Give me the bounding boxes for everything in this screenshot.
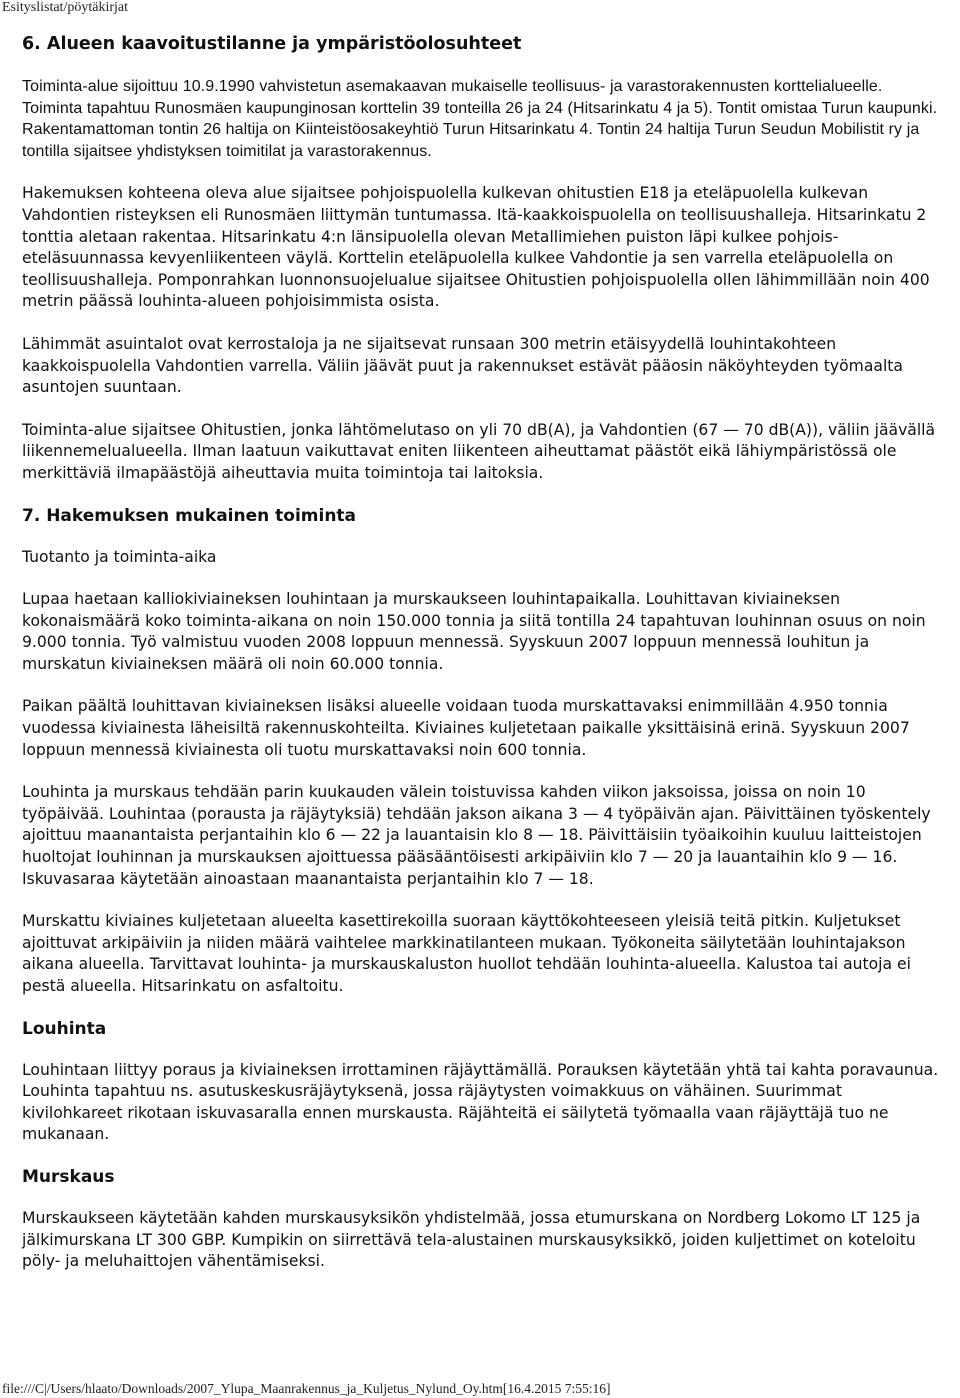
murskaus-heading: Murskaus xyxy=(22,1166,115,1187)
section-6-paragraph-4: Toiminta-alue sijaitsee Ohitustien, jonka lähtömelutaso on yli 70 dB(A), ja Vahdontien (67 — 70 dB(A)), väliin jäävällä liikennemelualueella. Ilman laatuun vaikuttavat eniten liikenteen aiheuttamat päästöt eikä lähiympäristössä ole merkittäviä ilmapäästöjä aiheuttavia muita toimintoja tai laitoksia. xyxy=(22,420,936,482)
section-6-paragraph-2: Hakemuksen kohteena oleva alue sijaitsee pohjoispuolella kulkevan ohitustien E18 ja eteläpuolella kulkevan Vahdontien risteyksen eli Runosmäen liittymän tuntumassa. Itä-kaakkoispuolella on teollisuushalleja. Hitsarinkatu 2 tonttia aletaan rakentaa. Hitsarinkatu 4:n länsipuolella olevan Metallimiehen puiston läpi kulkee pohjois-eteläsuunnassa kevyenliikenteen väylä. Korttelin eteläpuolella kulkee Vahdontie ja sen varrella eteläpuolella on teollisuushalleja. Pomponrahkan luonnonsuojelualue sijaitsee Ohitustien pohjoispuolella ollen lähimmillään noin 400 metrin päässä louhinta-alueen pohjoisimmista osista. xyxy=(22,184,930,311)
page-footer-path: file:///C|/Users/hlaato/Downloads/2007_Ylupa_Maanrakennus_ja_Kuljetus_Nylund_Oy.htm[16.4.2015 7:55:16] xyxy=(2,1381,611,1396)
section-7-subheading: Tuotanto ja toiminta-aika xyxy=(22,547,217,566)
section-7-paragraph-1: Lupaa haetaan kalliokiviaineksen louhintaan ja murskaukseen louhintapaikalla. Louhittavan kiviaineksen kokonaismäärä koko toiminta-aikana on noin 150.000 tonnia ja siitä tontilla 24 tapahtuvan louhinnan osuus on noin 9.000 tonnia. Työ valmistuu vuoden 2008 loppuun mennessä. Syyskuun 2007 loppuun mennessä louhitun ja murskatun kiviaineksen määrä oli noin 60.000 tonnia. xyxy=(22,590,926,673)
murskaus-paragraph: Murskaukseen käytetään kahden murskausyksikön yhdistelmää, jossa etumurskana on Nordberg Lokomo LT 125 ja jälkimurskana LT 300 GBP. Kumpikin on siirrettävä tela-alustainen murskausyksikkö, joiden kuljettimet on koteloitu pöly- ja meluhaittojen vähentämiseksi. xyxy=(22,1208,921,1271)
section-7-heading: 7. Hakemuksen mukainen toiminta xyxy=(22,505,357,526)
document-body xyxy=(22,34,944,1294)
section-7-paragraph-4: Murskattu kiviaines kuljetetaan alueelta kasettirekoilla suoraan käyttökohteeseen yleisiä teitä pitkin. Kuljetukset ajoittuvat arkipäiviin ja niiden määrä vaihtelee markkinatilanteen mukaan. Työkoneita säilytetään louhintajakson aikana alueella. Tarvittavat louhinta- ja murskauskaluston huollot tehdään louhinta-alueella. Kalustoa tai autoja ei pestä alueella. Hitsarinkatu on asfaltoitu. xyxy=(22,912,911,995)
louhinta-paragraph: Louhintaan liittyy poraus ja kiviaineksen irrottaminen räjäyttämällä. Porauksen käytetään yhtä tai kahta poravaunua. Louhinta tapahtuu ns. asutuskeskusräjäytyksenä, jossa räjäytysten voimakkuus on vähäinen. Suurimmat kivilohkareet rikotaan iskuvasaralla ennen murskausta. Räjähteitä ei säilytetä työmaalla vaan räjäyttäjä tuo ne mukanaan. xyxy=(22,1060,939,1144)
section-6-paragraph-3: Lähimmät asuintalot ovat kerrostaloja ja ne sijaitsevat runsaan 300 metrin etäisyydellä louhintakohteen kaakkoispuolella Vahdontien varrella. Väliin jäävät puut ja rakennukset estävät pääosin näköyhteyden työmaalta asuntojen suuntaan. xyxy=(22,334,903,397)
section-7-paragraph-2: Paikan päältä louhittavan kiviaineksen lisäksi alueelle voidaan tuoda murskattavaksi enimmillään 4.950 tonnia vuodessa kiviainesta läheisiltä rakennuskohteilta. Kiviaines kuljetetaan paikalle yksittäisinä erinä. Syyskuun 2007 loppuun mennessä kiviainesta oli tuotu murskattavaksi noin 600 tonnia. xyxy=(22,697,910,759)
section-6-paragraph-1: Toiminta-alue sijoittuu 10.9.1990 vahvistetun asemakaavan mukaiselle teollisuus- ja varastorakennusten korttelialueelle. Toiminta tapahtuu Runosmäen kaupunginosan korttelin 39 tonteilla 26 ja 24 (Hitsarinkatu 4 ja 5). Tontit omistaa Turun kaupunki. Rakentamattoman tontin 26 haltija on Kiinteistöosakeyhtiö Turun Hitsarinkatu 4. Tontin 24 haltija Turun Seudun Mobilistit ry ja tontilla sijaitsee yhdistyksen toimitilat ja varastorakennus. xyxy=(22,78,938,160)
section-6-heading: 6. Alueen kaavoitustilanne ja ympäristöolosuhteet xyxy=(22,34,522,54)
section-7-paragraph-3: Louhinta ja murskaus tehdään parin kuukauden välein toistuvissa kahden viikon jaksoissa, joissa on noin 10 työpäivää. Louhintaa (porausta ja räjäytyksiä) tehdään jakson aikana 3 — 4 työpäivän ajan. Päivittäinen työskentely ajoittuu maanantaista perjantaihin klo 6 — 22 ja lauantaisin klo 8 — 18. Päivittäisiin työaikoihin kuuluu laitteistojen huoltojat louhinnan ja murskauksen ajoittuessa pääsääntöisesti arkipäiviin klo 7 — 20 ja lauantaihin klo 9 — 16. Iskuvasaraa käytetään ainoastaan maanantaista perjantaihin klo 7 — 18. xyxy=(22,783,931,888)
louhinta-heading: Louhinta xyxy=(22,1018,107,1039)
page-header-title: Esityslistat/pöytäkirjat xyxy=(2,0,128,15)
